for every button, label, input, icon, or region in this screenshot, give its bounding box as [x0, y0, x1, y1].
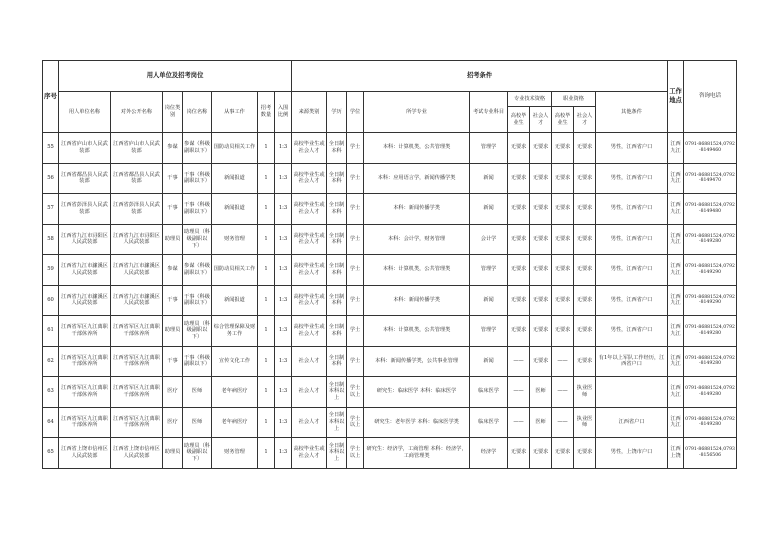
cell-post-category: 干事: [163, 194, 183, 225]
cell-edu: 全日制本科: [327, 316, 347, 347]
header-post-name: 岗位名称: [183, 92, 212, 133]
cell-major: 本科：应用语言学，新闻传播学类: [364, 163, 470, 194]
header-employer: 用人单位名称: [59, 92, 111, 133]
cell-major: 本科：计算机类，公共管理类: [364, 133, 470, 164]
table-row: [43, 255, 737, 286]
header-work-location: 工作地点: [668, 61, 684, 133]
cell-voc-social: 执业医师: [574, 407, 596, 438]
header-work-content: 从事工作: [212, 92, 258, 133]
cell-no: 58: [43, 224, 59, 255]
header-post-category: 岗位类别: [163, 92, 183, 133]
cell-location: 江西九江: [668, 133, 684, 164]
cell-public-name: 江西省九江市濂溪区人民武装部: [111, 285, 163, 316]
cell-tech-social: 无要求: [530, 194, 552, 225]
cell-work-content: 财务管理: [212, 438, 258, 469]
header-exam-subject: 考试专业科目: [470, 92, 508, 133]
cell-location: 江西九江: [668, 316, 684, 347]
cell-post-name: 参谋（科级副职以下）: [183, 255, 212, 286]
cell-voc-grad: 无要求: [552, 438, 574, 469]
header-tech-group: 专业技术资格: [508, 92, 552, 107]
cell-location: 江西上饶: [668, 438, 684, 469]
cell-ratio: 1:3: [275, 194, 292, 225]
cell-tech-social: 无要求: [530, 255, 552, 286]
header-major: 所学专业: [364, 92, 470, 133]
cell-voc-social: 无要求: [574, 133, 596, 164]
cell-public-name: 江西省军区九江离职干部休养所: [111, 316, 163, 347]
cell-exam-subject: 经济学: [470, 438, 508, 469]
cell-tech-social: 无要求: [530, 438, 552, 469]
cell-post-name: 助理员（科级副职以下）: [183, 224, 212, 255]
cell-major: 本科：会计学，财务管理: [364, 224, 470, 255]
cell-degree: 学士: [347, 194, 364, 225]
cell-no: 61: [43, 316, 59, 347]
cell-work-content: 老年病医疗: [212, 377, 258, 408]
cell-employer: 江西省九江市濂溪区人民武装部: [59, 285, 111, 316]
header-voc-grad: 高校毕业生: [552, 107, 574, 133]
cell-phone: 0791-86881524,0792-8149460: [684, 133, 737, 164]
table-body: [43, 133, 737, 469]
header-public-name: 对外公开名称: [111, 92, 163, 133]
cell-major: 研究生：经济学，工商管理 本科：经济学，工商管理类: [364, 438, 470, 469]
cell-phone: 0791-86881524,0792-8149480: [684, 194, 737, 225]
cell-voc-grad: 无要求: [552, 285, 574, 316]
table-row: [43, 407, 737, 438]
cell-location: 江西九江: [668, 377, 684, 408]
cell-recruit-count: 1: [258, 194, 275, 225]
cell-source: 高校毕业生或社会人才: [292, 255, 327, 286]
cell-tech-grad: 无要求: [508, 224, 530, 255]
cell-ratio: 1:3: [275, 133, 292, 164]
cell-post-name: 助理员（科级副职以下）: [183, 438, 212, 469]
cell-edu: 全日制本科以上: [327, 407, 347, 438]
cell-voc-grad: 无要求: [552, 224, 574, 255]
cell-ratio: 1:3: [275, 438, 292, 469]
header-source: 来源类别: [292, 92, 327, 133]
cell-phone: 0791-86881524,0792-8149470: [684, 163, 737, 194]
cell-other: 有1年以上军队工作经历，江西省户口: [596, 346, 668, 377]
cell-ratio: 1:3: [275, 407, 292, 438]
cell-work-content: 新闻报道: [212, 163, 258, 194]
cell-major: 本科：计算机类，公共管理类: [364, 316, 470, 347]
cell-post-category: 医疗: [163, 407, 183, 438]
cell-location: 江西九江: [668, 255, 684, 286]
cell-phone: 0791-86881524,0792-8149280: [684, 346, 737, 377]
cell-voc-grad: 无要求: [552, 133, 574, 164]
cell-ratio: 1:3: [275, 316, 292, 347]
cell-edu: 全日制本科: [327, 163, 347, 194]
cell-tech-grad: 无要求: [508, 133, 530, 164]
cell-voc-social: 无要求: [574, 438, 596, 469]
cell-post-name: 干事（科级副职以下）: [183, 346, 212, 377]
cell-employer: 江西省都昌县人民武装部: [59, 163, 111, 194]
cell-source: 高校毕业生或社会人才: [292, 316, 327, 347]
cell-employer: 江西省上饶市信州区人民武装部: [59, 438, 111, 469]
cell-ratio: 1:3: [275, 285, 292, 316]
cell-degree: 学士以上: [347, 407, 364, 438]
table-row: [43, 224, 737, 255]
cell-post-name: 参谋（科级副职以下）: [183, 133, 212, 164]
cell-other: 男性，江西省户口: [596, 224, 668, 255]
cell-degree: 学士: [347, 133, 364, 164]
cell-employer: 江西省九江市浔阳区人民武装部: [59, 224, 111, 255]
table-row: [43, 285, 737, 316]
cell-source: 高校毕业生或社会人才: [292, 224, 327, 255]
cell-edu: 全日制本科: [327, 194, 347, 225]
cell-post-name: 助理员（科级副职以下）: [183, 316, 212, 347]
cell-tech-grad: ——: [508, 346, 530, 377]
cell-post-category: 干事: [163, 346, 183, 377]
table-row: [43, 377, 737, 408]
cell-other: 男性，上饶市户口: [596, 438, 668, 469]
table-row: [43, 346, 737, 377]
cell-phone: 0791-86881524,0792-8149280: [684, 407, 737, 438]
cell-location: 江西九江: [668, 224, 684, 255]
cell-exam-subject: 新闻: [470, 346, 508, 377]
cell-tech-grad: ——: [508, 377, 530, 408]
cell-work-content: 宣传文化工作: [212, 346, 258, 377]
header-seq: 序号: [43, 61, 59, 133]
cell-voc-grad: ——: [552, 407, 574, 438]
cell-no: 65: [43, 438, 59, 469]
cell-voc-grad: 无要求: [552, 255, 574, 286]
cell-other: 男性，江西省户口: [596, 255, 668, 286]
cell-post-name: 医师: [183, 407, 212, 438]
recruitment-table-container: [42, 60, 735, 489]
header-tech-social: 社会人才: [530, 107, 552, 133]
header-consult-phone: 咨询电话: [684, 61, 737, 133]
cell-public-name: 江西省军区九江离职干部休养所: [111, 407, 163, 438]
cell-other: 男性，江西省户口: [596, 316, 668, 347]
cell-recruit-count: 1: [258, 285, 275, 316]
cell-recruit-count: 1: [258, 377, 275, 408]
cell-post-category: 参谋: [163, 255, 183, 286]
cell-exam-subject: 临床医学: [470, 377, 508, 408]
cell-other: 男性，江西省户口: [596, 133, 668, 164]
cell-public-name: 江西省都昌县人民武装部: [111, 163, 163, 194]
cell-major: 本科：计算机类，公共管理类: [364, 255, 470, 286]
cell-post-name: 干事（科级副职以下）: [183, 163, 212, 194]
header-other: 其他条件: [596, 92, 668, 133]
cell-edu: 全日制本科以上: [327, 377, 347, 408]
cell-ratio: 1:3: [275, 163, 292, 194]
table-row: [43, 316, 737, 347]
cell-no: 55: [43, 133, 59, 164]
cell-tech-grad: 无要求: [508, 255, 530, 286]
cell-tech-grad: ——: [508, 407, 530, 438]
cell-recruit-count: 1: [258, 163, 275, 194]
cell-degree: 学士: [347, 224, 364, 255]
cell-voc-grad: ——: [552, 346, 574, 377]
header-tech-grad: 高校毕业生: [508, 107, 530, 133]
cell-no: 60: [43, 285, 59, 316]
cell-degree: 学士: [347, 346, 364, 377]
cell-public-name: 江西省上饶市信州区人民武装部: [111, 438, 163, 469]
cell-post-name: 干事（科级副职以下）: [183, 285, 212, 316]
cell-ratio: 1:3: [275, 224, 292, 255]
cell-recruit-count: 1: [258, 407, 275, 438]
cell-employer: 江西省军区九江离职干部休养所: [59, 407, 111, 438]
cell-voc-social: 无要求: [574, 194, 596, 225]
cell-public-name: 江西省军区九江离职干部休养所: [111, 377, 163, 408]
cell-voc-grad: 无要求: [552, 194, 574, 225]
cell-no: 56: [43, 163, 59, 194]
cell-exam-subject: 临床医学: [470, 407, 508, 438]
cell-tech-social: 医师: [530, 407, 552, 438]
cell-work-content: 国防动员相关工作: [212, 133, 258, 164]
cell-recruit-count: 1: [258, 438, 275, 469]
cell-degree: 学士: [347, 316, 364, 347]
cell-location: 江西九江: [668, 194, 684, 225]
cell-other: 江西省户口: [596, 407, 668, 438]
cell-tech-grad: 无要求: [508, 438, 530, 469]
cell-work-content: 财务管理: [212, 224, 258, 255]
cell-voc-grad: 无要求: [552, 316, 574, 347]
cell-voc-social: 执业医师: [574, 377, 596, 408]
cell-no: 59: [43, 255, 59, 286]
cell-degree: 学士以上: [347, 438, 364, 469]
cell-exam-subject: 管理学: [470, 255, 508, 286]
cell-source: 高校毕业生或社会人才: [292, 133, 327, 164]
cell-other: 男性，江西省户口: [596, 163, 668, 194]
cell-employer: 江西省军区九江离职干部休养所: [59, 377, 111, 408]
cell-tech-social: 无要求: [530, 133, 552, 164]
cell-location: 江西九江: [668, 163, 684, 194]
cell-major: 本科：新闻传播学类: [364, 285, 470, 316]
cell-post-category: 参谋: [163, 133, 183, 164]
cell-post-category: 干事: [163, 285, 183, 316]
cell-tech-grad: 无要求: [508, 285, 530, 316]
cell-major: 研究生：临床医学 本科：临床医学: [364, 377, 470, 408]
cell-degree: 学士: [347, 285, 364, 316]
cell-no: 63: [43, 377, 59, 408]
header-conditions-group: 招考条件: [292, 61, 668, 92]
cell-recruit-count: 1: [258, 133, 275, 164]
cell-phone: 0791-86881524,0792-8149280: [684, 377, 737, 408]
cell-employer: 江西省庐山市人民武装部: [59, 133, 111, 164]
cell-post-name: 干事（科级副职以下）: [183, 194, 212, 225]
cell-work-content: 老年病医疗: [212, 407, 258, 438]
cell-tech-social: 无要求: [530, 316, 552, 347]
cell-phone: 0791-86881524,0792-8149290: [684, 255, 737, 286]
cell-degree: 学士: [347, 163, 364, 194]
cell-tech-social: 无要求: [530, 224, 552, 255]
cell-recruit-count: 1: [258, 316, 275, 347]
cell-source: 高校毕业生或社会人才: [292, 438, 327, 469]
cell-edu: 全日制本科: [327, 224, 347, 255]
cell-voc-grad: 无要求: [552, 163, 574, 194]
cell-location: 江西九江: [668, 285, 684, 316]
cell-public-name: 江西省彭泽县人民武装部: [111, 194, 163, 225]
cell-work-content: 新闻报道: [212, 194, 258, 225]
cell-other: 男性，江西省户口: [596, 194, 668, 225]
cell-tech-social: 无要求: [530, 163, 552, 194]
table-row: [43, 194, 737, 225]
header-voc-social: 社会人才: [574, 107, 596, 133]
cell-public-name: 江西省九江市濂溪区人民武装部: [111, 255, 163, 286]
cell-phone: 0791-86881524,0792-8149280: [684, 316, 737, 347]
cell-other: [596, 377, 668, 408]
cell-employer: 江西省彭泽县人民武装部: [59, 194, 111, 225]
cell-degree: 学士: [347, 255, 364, 286]
table-row: [43, 438, 737, 469]
cell-edu: 全日制本科: [327, 346, 347, 377]
cell-voc-social: 无要求: [574, 346, 596, 377]
cell-public-name: 江西省庐山市人民武装部: [111, 133, 163, 164]
cell-major: 研究生：老年医学 本科：临床医学类: [364, 407, 470, 438]
cell-work-content: 国防动员相关工作: [212, 255, 258, 286]
cell-tech-grad: 无要求: [508, 194, 530, 225]
cell-public-name: 江西省军区九江离职干部休养所: [111, 346, 163, 377]
cell-voc-social: 无要求: [574, 224, 596, 255]
cell-edu: 全日制本科: [327, 285, 347, 316]
header-ratio: 入围比例: [275, 92, 292, 133]
cell-employer: 江西省九江市濂溪区人民武装部: [59, 255, 111, 286]
cell-tech-grad: 无要求: [508, 316, 530, 347]
cell-exam-subject: 新闻: [470, 194, 508, 225]
cell-exam-subject: 新闻: [470, 285, 508, 316]
cell-phone: 0791-86881524,0792-8149280: [684, 224, 737, 255]
table-row: [43, 133, 737, 164]
cell-post-category: 干事: [163, 163, 183, 194]
cell-post-category: 医疗: [163, 377, 183, 408]
cell-exam-subject: 管理学: [470, 133, 508, 164]
header-edu: 学历: [327, 92, 347, 133]
cell-source: 社会人才: [292, 407, 327, 438]
cell-voc-social: 无要求: [574, 163, 596, 194]
cell-voc-social: 无要求: [574, 285, 596, 316]
cell-edu: 全日制本科以上: [327, 438, 347, 469]
cell-employer: 江西省军区九江离职干部休养所: [59, 346, 111, 377]
cell-phone: 0791-86881524,0792-8149290: [684, 285, 737, 316]
cell-voc-grad: ——: [552, 377, 574, 408]
cell-employer: 江西省军区九江离职干部休养所: [59, 316, 111, 347]
cell-post-category: 助理员: [163, 316, 183, 347]
cell-tech-social: 无要求: [530, 346, 552, 377]
cell-location: 江西九江: [668, 407, 684, 438]
cell-source: 高校毕业生或社会人才: [292, 163, 327, 194]
cell-tech-social: 医师: [530, 377, 552, 408]
header-recruit-count: 招考数量: [258, 92, 275, 133]
cell-exam-subject: 管理学: [470, 316, 508, 347]
cell-post-category: 助理员: [163, 438, 183, 469]
cell-exam-subject: 新闻: [470, 163, 508, 194]
cell-ratio: 1:3: [275, 346, 292, 377]
cell-exam-subject: 会计学: [470, 224, 508, 255]
cell-major: 本科：新闻传播学类，公共事业管理: [364, 346, 470, 377]
cell-voc-social: 无要求: [574, 316, 596, 347]
cell-post-category: 助理员: [163, 224, 183, 255]
cell-source: 社会人才: [292, 377, 327, 408]
cell-voc-social: 无要求: [574, 255, 596, 286]
cell-no: 64: [43, 407, 59, 438]
cell-major: 本科：新闻传播学类: [364, 194, 470, 225]
cell-no: 62: [43, 346, 59, 377]
cell-ratio: 1:3: [275, 255, 292, 286]
cell-edu: 全日制本科: [327, 255, 347, 286]
cell-recruit-count: 1: [258, 346, 275, 377]
table-row: [43, 163, 737, 194]
recruitment-table: [42, 60, 737, 469]
cell-degree: 学士以上: [347, 377, 364, 408]
cell-tech-social: 无要求: [530, 285, 552, 316]
cell-source: 高校毕业生或社会人才: [292, 285, 327, 316]
cell-post-name: 医师: [183, 377, 212, 408]
cell-source: 高校毕业生或社会人才: [292, 194, 327, 225]
cell-other: 男性，江西省户口: [596, 285, 668, 316]
cell-edu: 全日制本科: [327, 133, 347, 164]
header-employer-group: 用人单位及招考岗位: [59, 61, 292, 92]
cell-tech-grad: 无要求: [508, 163, 530, 194]
cell-phone: 0791-86881524,0793-8156506: [684, 438, 737, 469]
cell-public-name: 江西省九江市浔阳区人民武装部: [111, 224, 163, 255]
header-voc-group: 职业资格: [552, 92, 596, 107]
cell-ratio: 1:3: [275, 377, 292, 408]
cell-source: 社会人才: [292, 346, 327, 377]
cell-recruit-count: 1: [258, 255, 275, 286]
cell-no: 57: [43, 194, 59, 225]
cell-recruit-count: 1: [258, 224, 275, 255]
cell-work-content: 综合管理保障及财务工作: [212, 316, 258, 347]
header-degree: 学位: [347, 92, 364, 133]
cell-work-content: 新闻报道: [212, 285, 258, 316]
cell-location: 江西九江: [668, 346, 684, 377]
